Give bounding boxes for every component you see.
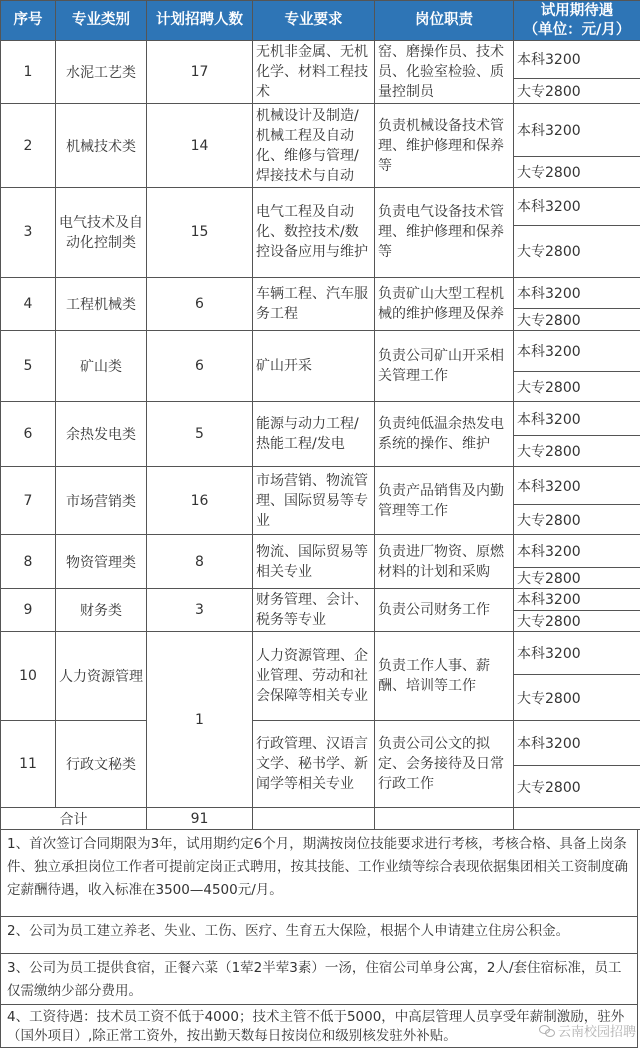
row-requirement: 市场营销、物流管理、国际贸易等专业 <box>253 467 375 535</box>
note-item: 2、公司为员工建立养老、失业、工伤、医疗、生育五大保险，根据个人申请建立住房公积金。 <box>0 917 638 954</box>
row-requirement: 矿山开采 <box>253 331 375 402</box>
row-no: 3 <box>1 188 56 277</box>
wechat-icon <box>539 1025 555 1037</box>
total-label: 合计 <box>1 808 147 830</box>
note-item: 1、首次签订合同期限为3年，试用期约定6个月，期满按岗位技能要求进行考核，考核合格、具备上岗条件、独立承担岗位工作者可提前定岗正式聘用，按其技能、工作业绩等综合表现依据集团相关工资制度确定薪酬待遇，收入标准在3500—4500元/月。 <box>0 830 638 917</box>
row-wage-college: 大专2800 <box>514 78 640 103</box>
row-no: 8 <box>1 535 56 589</box>
row-wage-college: 大专2800 <box>514 610 640 631</box>
total-count: 91 <box>147 808 253 830</box>
row-requirement: 无机非金属、无机化学、材料工程技术 <box>253 41 375 104</box>
watermark-text: 云南校园招聘 <box>557 1025 636 1040</box>
row-count: 8 <box>147 535 253 589</box>
row-wage-bachelor: 本科3200 <box>514 402 640 436</box>
row-duty: 负责纯低温余热发电系统的操作、维护 <box>375 402 514 467</box>
table-row <box>1 41 640 79</box>
row-wage-college: 大专2800 <box>514 504 640 534</box>
row-wage-college: 大专2800 <box>514 567 640 588</box>
row-no: 1 <box>1 41 56 104</box>
note-item: 4、工资待遇：技术员工资不低于4000；技术主管不低于5000，中高层管理人员享受年薪制激励，驻外（国外项目）,除正常工资外，按出勤天数每日按岗位和级别核发驻外补贴。 <box>0 1005 638 1048</box>
row-count: 16 <box>147 467 253 535</box>
row-no: 6 <box>1 402 56 467</box>
row-count: 15 <box>147 188 253 277</box>
row-duty: 负责产品销售及内勤管理等工作 <box>375 467 514 535</box>
row-count: 3 <box>147 589 253 632</box>
note-item: 3、公司为员工提供食宿，正餐六菜（1荤2半荤3素）一汤，住宿公司单身公寓，2人/套住宿标准，员工仅需缴纳少部分费用。 <box>0 954 638 1005</box>
row-wage-bachelor: 本科3200 <box>514 41 640 79</box>
row-no: 7 <box>1 467 56 535</box>
row-wage-college: 大专2800 <box>514 765 640 808</box>
row-count: 14 <box>147 103 253 187</box>
table-row <box>1 188 640 226</box>
row-no: 9 <box>1 589 56 632</box>
row-wage-bachelor: 本科3200 <box>514 277 640 308</box>
row-wage-college: 大专2800 <box>514 309 640 331</box>
row-requirement: 财务管理、会计、税务等专业 <box>253 589 375 632</box>
row-duty: 负责公司财务工作 <box>375 589 514 632</box>
notes-section <box>0 830 640 1048</box>
row-wage-college: 大专2800 <box>514 156 640 187</box>
row-no: 5 <box>1 331 56 402</box>
row-requirement: 车辆工程、汽车服务工程 <box>253 277 375 331</box>
table-row <box>1 721 640 766</box>
row-category: 机械技术类 <box>56 103 147 187</box>
row-wage-bachelor: 本科3200 <box>514 467 640 505</box>
total-row <box>1 808 640 830</box>
row-wage-bachelor: 本科3200 <box>514 535 640 567</box>
row-count: 1 <box>147 631 253 808</box>
row-category: 水泥工艺类 <box>56 41 147 104</box>
row-duty: 负责工作人事、薪酬、培训等工作 <box>375 631 514 720</box>
row-category: 行政文秘类 <box>56 721 147 808</box>
row-wage-bachelor: 本科3200 <box>514 331 640 372</box>
table-row <box>1 277 640 308</box>
header-category: 专业类别 <box>56 1 147 41</box>
header-no: 序号 <box>1 1 56 41</box>
header-duty: 岗位职责 <box>375 1 514 41</box>
row-count: 6 <box>147 277 253 331</box>
row-category: 物资管理类 <box>56 535 147 589</box>
row-wage-college: 大专2800 <box>514 675 640 721</box>
row-duty: 负责机械设备技术管理、维护修理和保养等 <box>375 103 514 187</box>
row-count: 17 <box>147 41 253 104</box>
row-no: 4 <box>1 277 56 331</box>
row-requirement: 机械设计及制造/机械工程及自动化、维修与管理/焊接技术与自动 <box>253 103 375 187</box>
row-category: 工程机械类 <box>56 277 147 331</box>
header-count: 计划招聘人数 <box>147 1 253 41</box>
row-requirement: 能源与动力工程/热能工程/发电 <box>253 402 375 467</box>
row-category: 财务类 <box>56 589 147 632</box>
header-wage-unit: （单位：元/月） <box>523 21 631 38</box>
row-count: 5 <box>147 402 253 467</box>
table-row <box>1 467 640 505</box>
row-no: 10 <box>1 631 56 720</box>
header-wage <box>514 1 640 41</box>
row-no: 2 <box>1 103 56 187</box>
row-requirement: 行政管理、汉语言文学、秘书学、新闻学等相关专业 <box>253 721 375 808</box>
row-wage-bachelor: 本科3200 <box>514 103 640 156</box>
row-wage-college: 大专2800 <box>514 371 640 401</box>
row-wage-bachelor: 本科3200 <box>514 631 640 675</box>
row-category: 余热发电类 <box>56 402 147 467</box>
table-row <box>1 103 640 156</box>
row-duty: 负责电气设备技术管理、维护修理和保养等 <box>375 188 514 277</box>
table-row <box>1 535 640 567</box>
watermark <box>539 1021 636 1040</box>
header-wage-title: 试用期待遇 <box>540 2 614 19</box>
row-duty: 负责公司公文的拟定、会务接待及日常行政工作 <box>375 721 514 808</box>
table-row <box>1 631 640 675</box>
row-wage-college: 大专2800 <box>514 435 640 466</box>
row-requirement: 电气工程及自动化、数控技术/数控设备应用与维护 <box>253 188 375 277</box>
row-requirement: 物流、国际贸易等相关专业 <box>253 535 375 589</box>
row-count: 6 <box>147 331 253 402</box>
row-category: 电气技术及自动化控制类 <box>56 188 147 277</box>
row-wage-college: 大专2800 <box>514 225 640 277</box>
row-no: 11 <box>1 721 56 808</box>
table-row <box>1 331 640 372</box>
row-duty: 负责矿山大型工程机械的维护修理及保养 <box>375 277 514 331</box>
row-category: 人力资源管理 <box>56 631 147 720</box>
table-row <box>1 402 640 436</box>
row-duty: 负责进厂物资、原燃材料的计划和采购 <box>375 535 514 589</box>
table-row <box>1 589 640 610</box>
header-row <box>1 1 640 41</box>
header-requirement: 专业要求 <box>253 1 375 41</box>
row-duty: 窑、磨操作员、技术员、化验室检验、质量控制员 <box>375 41 514 104</box>
row-category: 市场营销类 <box>56 467 147 535</box>
row-wage-bachelor: 本科3200 <box>514 589 640 610</box>
row-category: 矿山类 <box>56 331 147 402</box>
row-wage-bachelor: 本科3200 <box>514 188 640 226</box>
row-requirement: 人力资源管理、企业管理、劳动和社会保障等相关专业 <box>253 631 375 720</box>
row-wage-bachelor: 本科3200 <box>514 721 640 766</box>
row-duty: 负责公司矿山开采相关管理工作 <box>375 331 514 402</box>
